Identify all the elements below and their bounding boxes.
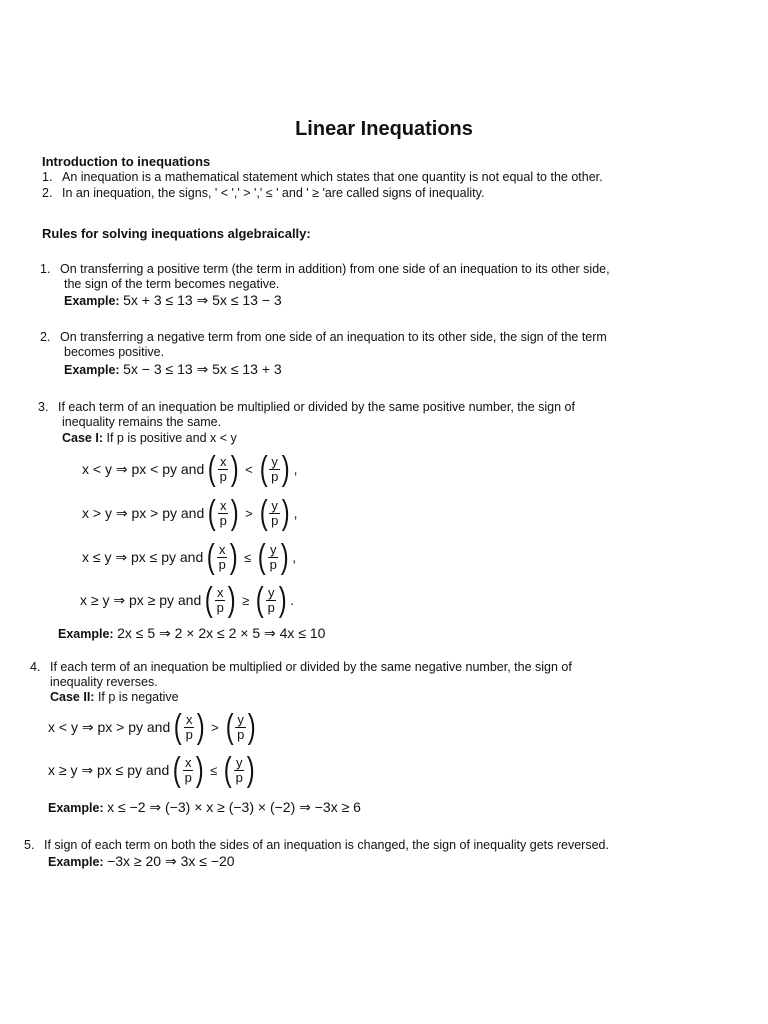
fraction-denominator: p xyxy=(271,512,279,528)
fraction-denominator: p xyxy=(271,468,279,484)
rule-4-num: 4. xyxy=(30,660,41,674)
rule-4-row-2-op: ≤ xyxy=(210,762,218,778)
fraction-y-over-p: ( $\frac{y}{p}$ ) xyxy=(223,751,255,789)
rule-4-row-1 xyxy=(48,710,260,744)
rule-4-line-2: inequality reverses. xyxy=(50,675,158,689)
rule-1-line-1: On transferring a positive term (the term in addition) from one side of an inequation to its other side, xyxy=(60,262,610,276)
rule-3-row-3-op: ≤ xyxy=(244,549,252,565)
rule-3-row-3-end: , xyxy=(292,549,297,565)
fraction-denominator: p xyxy=(184,769,192,785)
fraction-denominator: p xyxy=(269,556,277,572)
rule-4 xyxy=(30,660,572,675)
fraction-x-over-p: ( $\frac{x}{p}$ ) xyxy=(207,494,239,532)
rule-3-row-4 xyxy=(80,583,294,617)
rule-3-example-label: Example: xyxy=(58,627,114,641)
rule-2-example-math: 5x − 3 ≤ 13 ⇒ 5x ≤ 13 + 3 xyxy=(123,361,282,377)
rule-3-row-2-lhs: x > y ⇒ px > py and xyxy=(82,504,205,521)
rule-3-row-1-op: < xyxy=(245,461,253,477)
rule-1-example-math: 5x + 3 ≤ 13 ⇒ 5x ≤ 13 − 3 xyxy=(123,292,282,308)
intro-heading: Introduction to inequations xyxy=(42,154,211,169)
fraction-y-over-p: ( $\frac{y}{p}$ ) xyxy=(257,538,289,576)
rule-1-example-label: Example: xyxy=(64,294,120,308)
rule-3-row-1-end: , xyxy=(293,461,298,477)
rule-2-line-1: On transferring a negative term from one side of an inequation to its other side, the sign of the term xyxy=(60,330,607,344)
fraction-denominator: p xyxy=(218,556,226,572)
rule-5-line-1: If sign of each term on both the sides of an inequation is changed, the sign of inequality gets reversed. xyxy=(44,838,609,852)
intro-item-1-text: An inequation is a mathematical statement which states that one quantity is not equal to the other. xyxy=(62,170,603,184)
intro-item-2-num: 2. xyxy=(42,186,53,200)
fraction-numerator: x xyxy=(185,711,193,727)
rule-4-case xyxy=(50,690,179,705)
rule-3-num: 3. xyxy=(38,400,49,414)
rule-3-row-3-lhs: x ≤ y ⇒ px ≤ py and xyxy=(82,548,204,565)
rule-4-example-label: Example: xyxy=(48,801,104,815)
rule-4-row-2 xyxy=(48,753,258,787)
fraction-numerator: y xyxy=(235,754,243,770)
rule-1-line-2: the sign of the term becomes negative. xyxy=(64,277,280,291)
rule-2-example xyxy=(64,362,282,378)
fraction-numerator: y xyxy=(271,497,278,513)
rule-4-line-1: If each term of an inequation be multiplied or divided by the same negative number, the sign of xyxy=(50,660,572,674)
intro-item-2 xyxy=(42,186,484,201)
rule-4-example-math: x ≤ −2 ⇒ (−3) × x ≥ (−3) × (−2) ⇒ −3x ≥ 6 xyxy=(107,799,361,815)
rule-2-num: 2. xyxy=(40,330,51,344)
fraction-x-over-p: ( $\frac{x}{p}$ ) xyxy=(207,450,239,488)
rule-1-num: 1. xyxy=(40,262,51,276)
rule-3-example-math: 2x ≤ 5 ⇒ 2 × 2x ≤ 2 × 5 ⇒ 4x ≤ 10 xyxy=(117,625,326,641)
rule-5-num: 5. xyxy=(24,838,35,852)
rule-3-row-4-end: . xyxy=(290,592,295,608)
fraction-denominator: p xyxy=(219,468,227,484)
rules-heading: Rules for solving inequations algebraically: xyxy=(42,226,311,241)
rule-3-row-3 xyxy=(82,540,296,574)
fraction-y-over-p: ( $\frac{y}{p}$ ) xyxy=(259,450,290,488)
intro-item-1 xyxy=(42,170,603,185)
fraction-y-over-p: ( $\frac{y}{p}$ ) xyxy=(259,494,290,532)
rule-4-row-2-lhs: x ≥ y ⇒ px ≤ py and xyxy=(48,761,170,778)
fraction-denominator: p xyxy=(216,599,224,615)
rule-3-line-2: inequality remains the same. xyxy=(62,415,222,429)
rule-3-line-1: If each term of an inequation be multiplied or divided by the same positive number, the sign of xyxy=(58,400,575,414)
rule-3-row-1 xyxy=(82,452,298,486)
fraction-denominator: p xyxy=(185,726,193,742)
fraction-y-over-p: ( $\frac{y}{p}$ ) xyxy=(255,581,287,619)
rule-4-row-1-lhs: x < y ⇒ px > py and xyxy=(48,718,171,735)
fraction-x-over-p: ( $\frac{x}{p}$ ) xyxy=(206,538,238,576)
rule-3-row-2-end: , xyxy=(293,505,298,521)
rule-5 xyxy=(24,838,609,853)
rule-4-case-label: Case II: xyxy=(50,690,95,704)
rule-4-case-text: If p is negative xyxy=(97,690,179,704)
rule-3-row-2 xyxy=(82,496,298,530)
rule-3-row-1-lhs: x < y ⇒ px < py and xyxy=(82,460,205,477)
rule-4-example xyxy=(48,800,361,816)
fraction-numerator: x xyxy=(216,584,224,600)
rule-5-example-label: Example: xyxy=(48,855,104,869)
rule-3-row-2-op: > xyxy=(245,505,253,521)
rule-3-case-text: If p is positive and x < y xyxy=(106,431,237,445)
intro-item-1-num: 1. xyxy=(42,170,53,184)
fraction-numerator: x xyxy=(184,754,192,770)
fraction-x-over-p: ( $\frac{x}{p}$ ) xyxy=(172,751,204,789)
fraction-y-over-p: ( $\frac{y}{p}$ ) xyxy=(225,708,256,746)
rule-2-line-2: becomes positive. xyxy=(64,345,165,359)
fraction-numerator: y xyxy=(271,453,278,469)
fraction-denominator: p xyxy=(235,769,243,785)
fraction-numerator: y xyxy=(237,711,244,727)
fraction-numerator: y xyxy=(267,584,275,600)
fraction-numerator: y xyxy=(269,541,277,557)
fraction-denominator: p xyxy=(237,726,245,742)
fraction-x-over-p: ( $\frac{x}{p}$ ) xyxy=(204,581,236,619)
fraction-x-over-p: ( $\frac{x}{p}$ ) xyxy=(173,708,205,746)
fraction-denominator: p xyxy=(219,512,227,528)
fraction-numerator: x xyxy=(218,541,226,557)
fraction-denominator: p xyxy=(267,599,275,615)
rule-3-case xyxy=(62,431,237,446)
rule-3-row-4-lhs: x ≥ y ⇒ px ≥ py and xyxy=(80,591,202,608)
rule-3 xyxy=(38,400,575,415)
rule-2 xyxy=(40,330,607,345)
fraction-numerator: x xyxy=(219,497,227,513)
rule-1 xyxy=(40,262,610,277)
rule-3-case-label: Case I: xyxy=(62,431,103,445)
rule-3-example xyxy=(58,626,325,642)
rule-1-example xyxy=(64,293,282,309)
rule-4-row-1-op: > xyxy=(211,719,219,735)
fraction-numerator: x xyxy=(219,453,227,469)
intro-item-2-text: In an inequation, the signs, ' < ',' > ',' ≤ ' and ' ≥ 'are called signs of inequality. xyxy=(62,186,485,200)
rule-5-example xyxy=(48,854,235,870)
rule-2-example-label: Example: xyxy=(64,363,120,377)
page-title: Linear Inequations xyxy=(295,118,473,140)
rule-3-row-4-op: ≥ xyxy=(242,592,250,608)
rule-5-example-math: −3x ≥ 20 ⇒ 3x ≤ −20 xyxy=(107,853,235,869)
